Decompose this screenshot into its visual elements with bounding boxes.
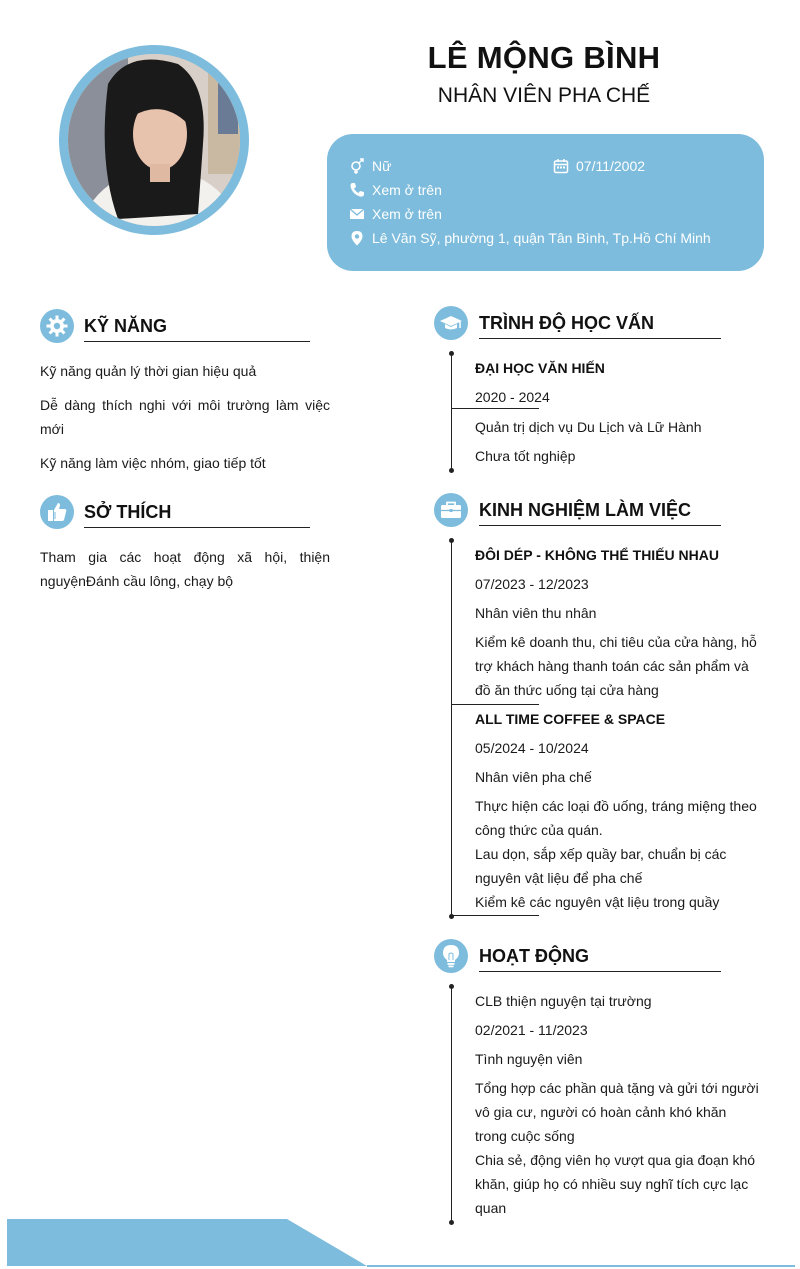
job-description: Kiểm kê doanh thu, chi tiêu của cửa hàng, hỗ trợ khách hàng thanh toán các sản phẩm và đồ ăn thức uống tại cửa hàng (475, 634, 757, 698)
skill-item: Dễ dàng thích nghi với môi trường làm việc mới (40, 397, 330, 437)
hobbies-section-icon (40, 495, 74, 529)
education-period: 2020 - 2024 (475, 389, 550, 405)
timeline-tick (451, 915, 539, 916)
avatar (59, 45, 249, 235)
skills-title: KỸ NĂNG (84, 316, 168, 336)
job-period: 05/2024 - 10/2024 (475, 740, 589, 756)
timeline-dot (449, 984, 454, 989)
skill-item: Kỹ năng quản lý thời gian hiệu quả (40, 363, 257, 379)
experience-divider (479, 525, 721, 526)
experience-section-icon (434, 493, 468, 527)
phone-item (349, 182, 442, 198)
job-title: NHÂN VIÊN PHA CHẾ (437, 84, 651, 107)
activity-period: 02/2021 - 11/2023 (475, 1022, 588, 1038)
activity-description: Chia sẻ, động viên họ vượt qua gia đoạn khó khăn, giúp họ có nhiều suy nghĩ tích cực lạc quan (475, 1152, 756, 1216)
timeline-dot (449, 351, 454, 356)
company-name: ALL TIME COFFEE & SPACE (475, 711, 666, 727)
education-status: Chưa tốt nghiệp (475, 448, 576, 464)
dob-text: 07/11/2002 (576, 158, 646, 174)
calendar-icon (553, 158, 569, 174)
briefcase-icon (440, 500, 462, 520)
candidate-name: LÊ MỘNG BÌNH (427, 40, 661, 75)
job-description: Thực hiện các loại đồ uống, tráng miệng theo công thức của quán. (475, 798, 757, 838)
job-period: 07/2023 - 12/2023 (475, 576, 589, 592)
email-item (349, 206, 442, 222)
gender-item (349, 158, 391, 174)
education-title: TRÌNH ĐỘ HỌC VẤN (479, 313, 654, 333)
activities-timeline (451, 986, 452, 1222)
job-position: Nhân viên thu nhân (475, 605, 597, 621)
experience-timeline (451, 540, 452, 916)
company-name: ĐÔI DÉP - KHÔNG THỂ THIẾU NHAU (475, 547, 719, 563)
hobbies-title: SỞ THÍCH (84, 502, 172, 522)
activity-org: CLB thiện nguyện tại trường (475, 993, 652, 1009)
education-divider (479, 338, 721, 339)
education-timeline (451, 353, 452, 470)
gear-icon (46, 315, 68, 337)
hobbies-text: Tham gia các hoạt động xã hội, thiện nguyệnĐánh cầu lông, chạy bộ (40, 549, 330, 589)
dob-item (553, 158, 645, 174)
experience-title: KINH NGHIỆM LÀM VIỆC (479, 500, 692, 520)
lightbulb-icon (441, 944, 461, 968)
location-pin-icon (349, 230, 365, 246)
activities-title: HOẠT ĐỘNG (479, 946, 589, 966)
thumbs-up-icon (46, 501, 68, 523)
activities-divider (479, 971, 721, 972)
timeline-dot (449, 468, 454, 473)
job-description: Kiểm kê các nguyên vật liệu trong quầy (475, 894, 720, 910)
graduation-cap-icon (439, 312, 463, 334)
education-major: Quản trị dịch vụ Du Lịch và Lữ Hành (475, 419, 702, 435)
skills-divider (84, 341, 310, 342)
activities-section-icon (434, 939, 468, 973)
activity-description: Tổng hợp các phần quà tặng và gửi tới người vô gia cư, người có hoàn cảnh khó khăn trong cuộc sống (475, 1080, 759, 1144)
skill-item: Kỹ năng làm việc nhóm, giao tiếp tốt (40, 455, 266, 471)
phone-icon (349, 182, 365, 198)
phone-text: Xem ở trên (372, 182, 442, 198)
skills-section-icon (40, 309, 74, 343)
envelope-icon (349, 206, 365, 222)
education-section-icon (434, 306, 468, 340)
timeline-dot (449, 538, 454, 543)
gender-icon (349, 158, 365, 174)
email-text: Xem ở trên (372, 206, 442, 222)
address-text: Lê Văn Sỹ, phường 1, quận Tân Bình, Tp.Hồ Chí Minh (372, 230, 711, 246)
job-description: Lau dọn, sắp xếp quầy bar, chuẩn bị các nguyên vật liệu để pha chế (475, 846, 727, 886)
job-position: Nhân viên pha chế (475, 769, 592, 785)
activity-role: Tình nguyện viên (475, 1051, 583, 1067)
address-item (349, 230, 711, 246)
profile-photo (68, 54, 240, 226)
gender-text: Nữ (372, 158, 392, 174)
contact-card (327, 134, 764, 271)
footer-decoration (0, 1210, 800, 1269)
hobbies-divider (84, 527, 310, 528)
timeline-tick (451, 704, 539, 705)
school-name: ĐẠI HỌC VĂN HIẾN (475, 360, 605, 376)
